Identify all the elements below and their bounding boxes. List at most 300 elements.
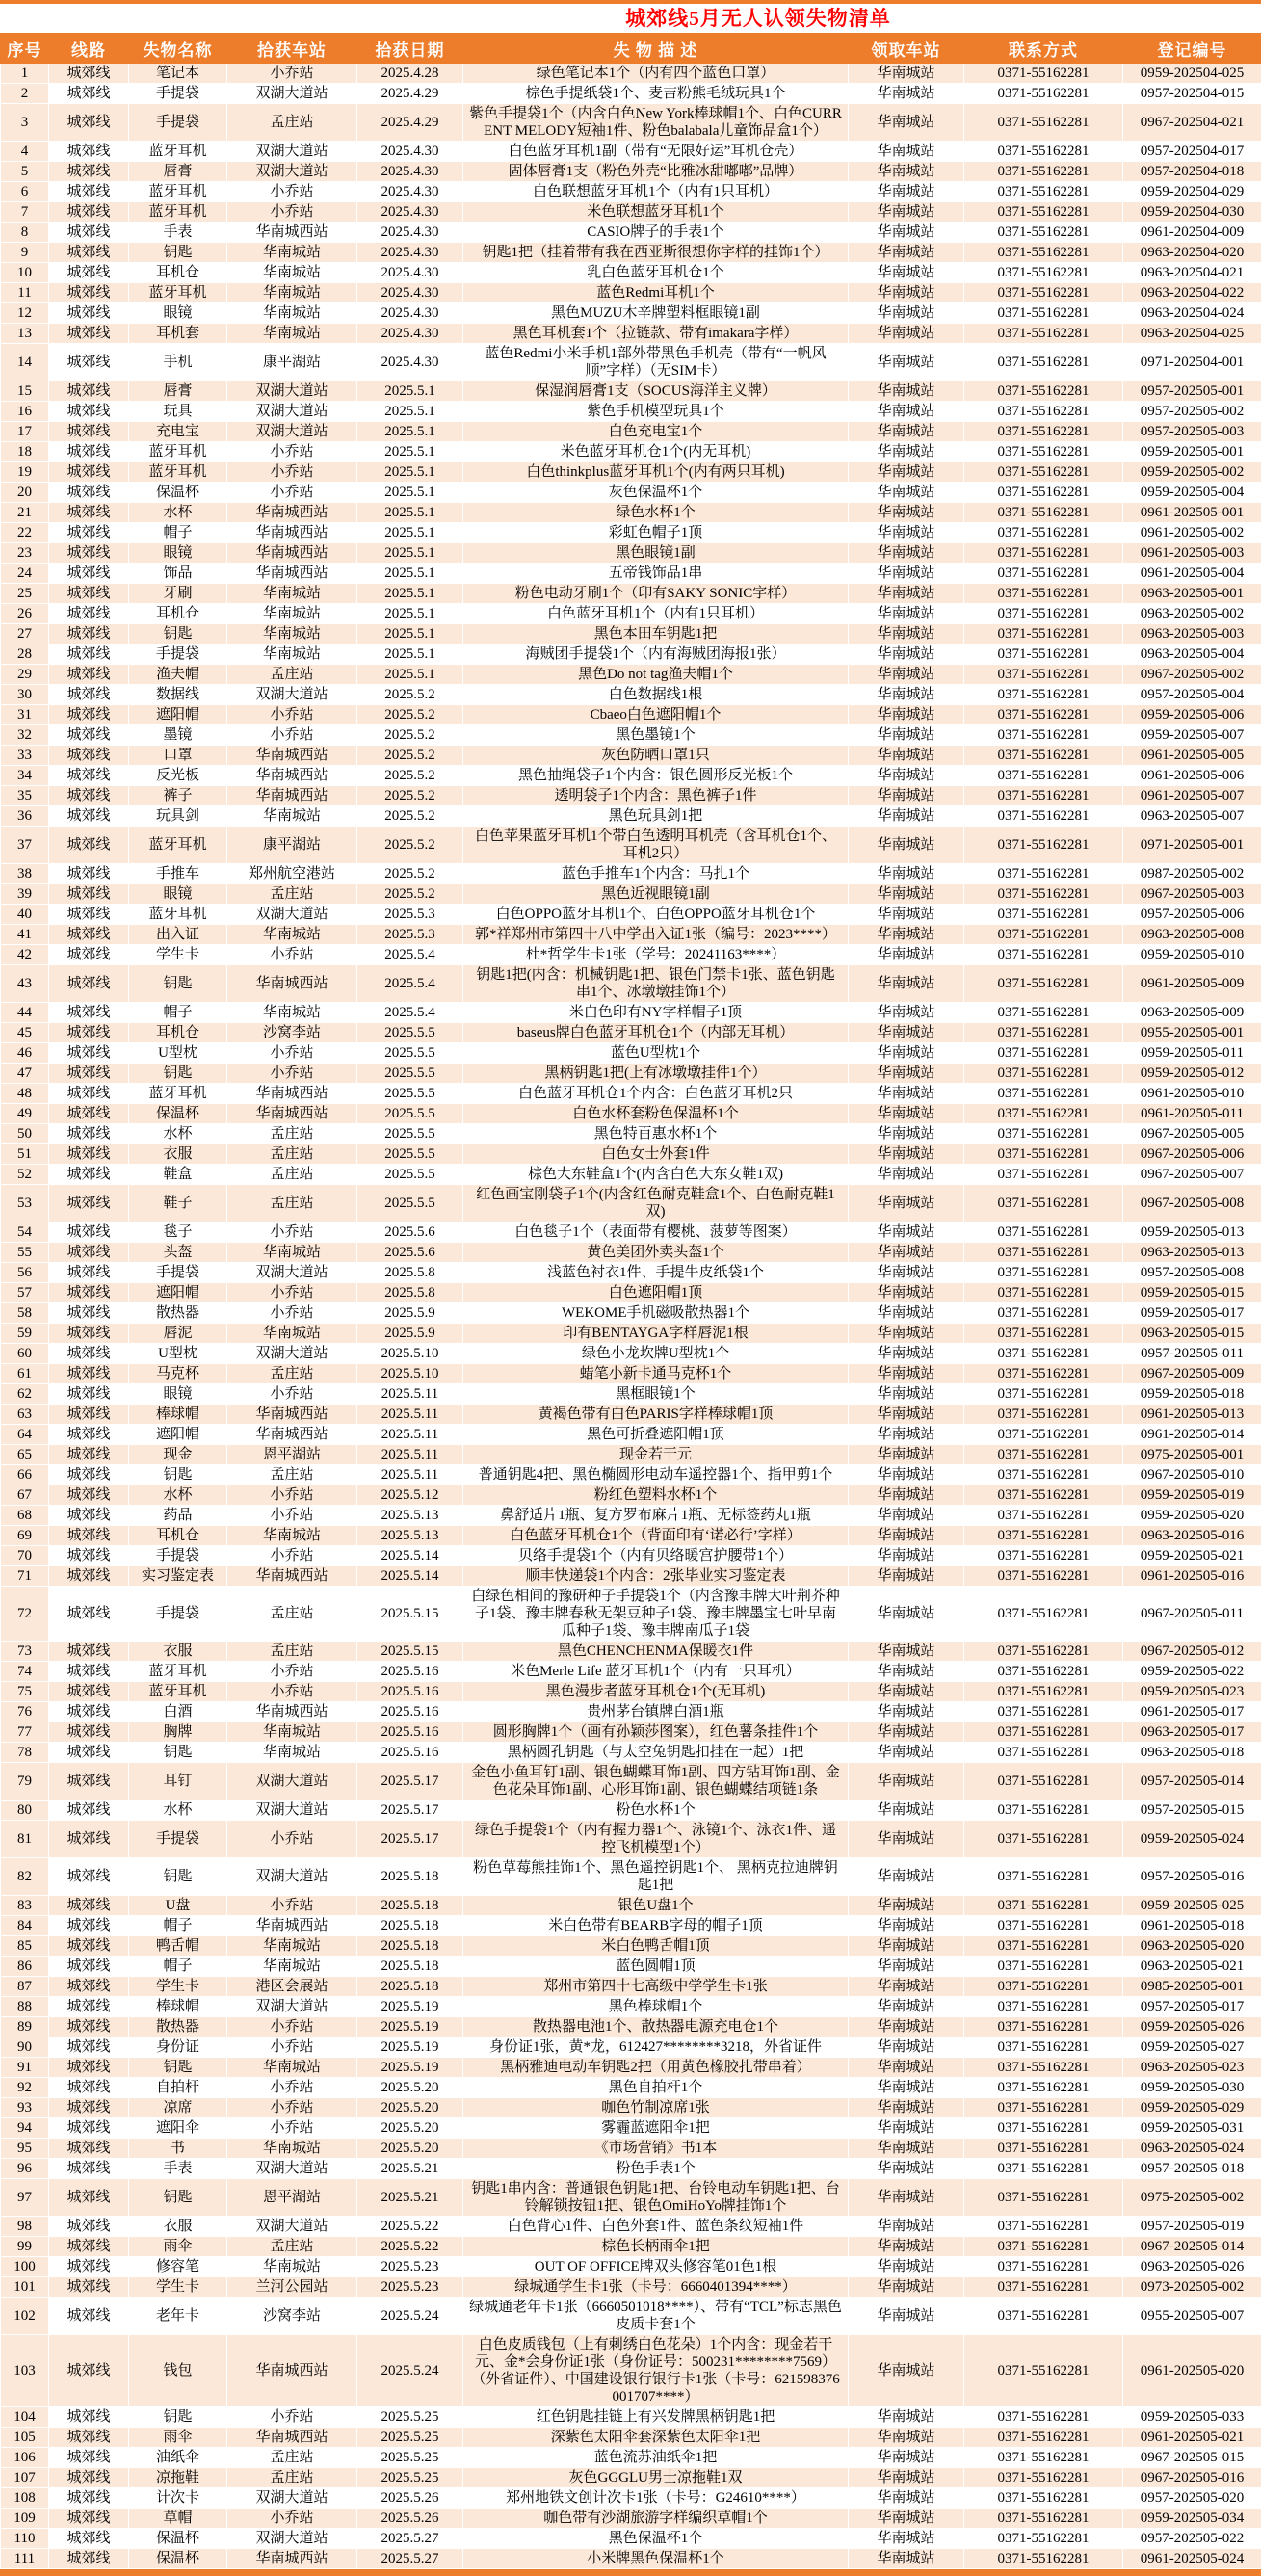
- cell-found-station: 孟庄站: [227, 2237, 357, 2257]
- cell-found-date: 2025.5.5: [357, 1104, 463, 1124]
- cell-reg-no: 0963-202505-016: [1123, 1526, 1261, 1546]
- cell-found-date: 2025.5.15: [357, 1642, 463, 1662]
- cell-item-name: 保温杯: [129, 2529, 227, 2549]
- cell-found-station: 孟庄站: [227, 1144, 357, 1165]
- cell-found-station: 双湖大道站: [227, 1263, 357, 1283]
- cell-line: 城郊线: [49, 523, 129, 543]
- table-row: [1, 1506, 1261, 1526]
- cell-found-station: 华南城站: [227, 806, 357, 827]
- table-row: [1, 1801, 1261, 1821]
- cell-found-date: 2025.5.14: [357, 1546, 463, 1566]
- cell-line: 城郊线: [49, 1526, 129, 1546]
- cell-found-station: 小乔站: [227, 1283, 357, 1303]
- table-row: [1, 402, 1261, 422]
- cell-reg-no: 0963-202504-020: [1123, 243, 1261, 263]
- cell-found-date: 2025.5.20: [357, 2098, 463, 2118]
- cell-contact: 0371-55162281: [964, 263, 1123, 283]
- cell-item-name: 蓝牙耳机: [129, 442, 227, 462]
- cell-description: baseus牌白色蓝牙耳机仓1个（内部无耳机）: [463, 1023, 849, 1043]
- cell-reg-no: 0963-202505-024: [1123, 2139, 1261, 2159]
- cell-found-date: 2025.5.5: [357, 1084, 463, 1104]
- table-row: [1, 1936, 1261, 1957]
- cell-pickup-station: 华南城站: [849, 1384, 964, 1405]
- cell-pickup-station: 华南城站: [849, 584, 964, 604]
- cell-reg-no: 0961-202505-006: [1123, 766, 1261, 786]
- cell-description: 浅蓝色衬衣1件、手提牛皮纸袋1个: [463, 1263, 849, 1283]
- cell-item-name: 蓝牙耳机: [129, 1662, 227, 1682]
- table-row: [1, 422, 1261, 442]
- cell-index: 52: [1, 1165, 49, 1185]
- cell-reg-no: 0963-202505-009: [1123, 1003, 1261, 1023]
- cell-found-station: 沙窝李站: [227, 2298, 357, 2335]
- cell-found-date: 2025.5.18: [357, 1957, 463, 1977]
- cell-found-station: 兰河公园站: [227, 2277, 357, 2298]
- cell-line: 城郊线: [49, 283, 129, 303]
- cell-found-date: 2025.5.16: [357, 1702, 463, 1722]
- cell-item-name: 手提袋: [129, 1587, 227, 1642]
- cell-line: 城郊线: [49, 2237, 129, 2257]
- cell-pickup-station: 华南城站: [849, 324, 964, 344]
- cell-line: 城郊线: [49, 442, 129, 462]
- cell-description: 白色水杯套粉色保温杯1个: [463, 1104, 849, 1124]
- cell-found-date: 2025.5.15: [357, 1587, 463, 1642]
- cell-item-name: 手提袋: [129, 1821, 227, 1858]
- cell-line: 城郊线: [49, 624, 129, 644]
- cell-contact: 0371-55162281: [964, 1023, 1123, 1043]
- table-row: [1, 283, 1261, 303]
- cell-item-name: 学生卡: [129, 1977, 227, 1997]
- cell-item-name: 头盔: [129, 1243, 227, 1263]
- cell-found-station: 双湖大道站: [227, 2217, 357, 2237]
- cell-found-date: 2025.5.19: [357, 1997, 463, 2017]
- cell-pickup-station: 华南城站: [849, 1364, 964, 1384]
- cell-contact: 0371-55162281: [964, 864, 1123, 884]
- cell-index: 21: [1, 503, 49, 523]
- cell-contact: 0371-55162281: [964, 104, 1123, 142]
- cell-pickup-station: 华南城站: [849, 1546, 964, 1566]
- cell-found-date: 2025.5.18: [357, 1858, 463, 1896]
- cell-pickup-station: 华南城站: [849, 1506, 964, 1526]
- cell-index: 11: [1, 283, 49, 303]
- cell-index: 70: [1, 1546, 49, 1566]
- cell-pickup-station: 华南城站: [849, 644, 964, 665]
- cell-reg-no: 0963-202505-007: [1123, 806, 1261, 827]
- cell-description: 米色Merle Life 蓝牙耳机1个（内有一只耳机）: [463, 1662, 849, 1682]
- cell-item-name: 玩具剑: [129, 806, 227, 827]
- cell-item-name: 钥匙: [129, 1064, 227, 1084]
- table-row: [1, 2488, 1261, 2509]
- cell-index: 7: [1, 202, 49, 223]
- cell-description: 棕色大东鞋盒1个(内含白色大东女鞋1双): [463, 1165, 849, 1185]
- cell-index: 18: [1, 442, 49, 462]
- cell-found-date: 2025.5.1: [357, 604, 463, 624]
- cell-line: 城郊线: [49, 1023, 129, 1043]
- cell-found-date: 2025.5.26: [357, 2509, 463, 2529]
- cell-found-date: 2025.5.26: [357, 2488, 463, 2509]
- cell-contact: 0371-55162281: [964, 2529, 1123, 2549]
- cell-line: 城郊线: [49, 2078, 129, 2098]
- cell-contact: 0371-55162281: [964, 827, 1123, 864]
- cell-item-name: 钥匙: [129, 965, 227, 1003]
- cell-item-name: 老年卡: [129, 2298, 227, 2335]
- table-row: [1, 182, 1261, 202]
- cell-index: 90: [1, 2037, 49, 2058]
- cell-reg-no: 0987-202505-002: [1123, 864, 1261, 884]
- cell-line: 城郊线: [49, 1104, 129, 1124]
- cell-line: 城郊线: [49, 202, 129, 223]
- cell-description: 黑色特百惠水杯1个: [463, 1124, 849, 1144]
- cell-found-station: 小乔站: [227, 462, 357, 483]
- table-row: [1, 2118, 1261, 2139]
- cell-reg-no: 0961-202505-010: [1123, 1084, 1261, 1104]
- cell-pickup-station: 华南城站: [849, 283, 964, 303]
- table-row: [1, 1485, 1261, 1506]
- cell-item-name: 玩具: [129, 402, 227, 422]
- cell-index: 87: [1, 1977, 49, 1997]
- cell-index: 63: [1, 1405, 49, 1425]
- cell-contact: 0371-55162281: [964, 1445, 1123, 1465]
- cell-description: 钥匙1把（挂着带有我在西亚斯很想你字样的挂饰1个）: [463, 243, 849, 263]
- cell-index: 15: [1, 381, 49, 402]
- cell-pickup-station: 华南城站: [849, 1222, 964, 1243]
- cell-description: 银色U盘1个: [463, 1896, 849, 1916]
- cell-description: 粉色水杯1个: [463, 1801, 849, 1821]
- cell-description: 钥匙1串内含：普通银色钥匙1把、台铃电动车钥匙1把、台铃解锁按钮1把、银色OmiHoYo牌挂饰1个: [463, 2179, 849, 2217]
- cell-pickup-station: 华南城站: [849, 462, 964, 483]
- cell-contact: 0371-55162281: [964, 1722, 1123, 1743]
- cell-description: 棕色手提纸袋1个、麦吉粉熊毛绒玩具1个: [463, 84, 849, 104]
- cell-index: 46: [1, 1043, 49, 1064]
- cell-item-name: 眼镜: [129, 543, 227, 564]
- cell-found-station: 小乔站: [227, 705, 357, 725]
- cell-found-station: 华南城西站: [227, 1405, 357, 1425]
- cell-line: 城郊线: [49, 324, 129, 344]
- table-row: [1, 1222, 1261, 1243]
- cell-reg-no: 0967-202505-010: [1123, 1465, 1261, 1485]
- cell-found-station: 双湖大道站: [227, 142, 357, 162]
- cell-description: 散热器电池1个、散热器电源充电仓1个: [463, 2017, 849, 2037]
- cell-reg-no: 0959-202505-012: [1123, 1064, 1261, 1084]
- cell-found-station: 华南城西站: [227, 2549, 357, 2569]
- cell-reg-no: 0957-202505-001: [1123, 381, 1261, 402]
- cell-contact: 0371-55162281: [964, 84, 1123, 104]
- cell-pickup-station: 华南城站: [849, 2468, 964, 2488]
- cell-reg-no: 0961-202505-009: [1123, 965, 1261, 1003]
- table-row: [1, 503, 1261, 523]
- cell-contact: 0371-55162281: [964, 665, 1123, 685]
- cell-item-name: 修容笔: [129, 2257, 227, 2277]
- cell-found-date: 2025.5.19: [357, 2058, 463, 2078]
- cell-found-station: 华南城西站: [227, 1566, 357, 1587]
- cell-item-name: 凉拖鞋: [129, 2468, 227, 2488]
- cell-found-station: 华南城西站: [227, 223, 357, 243]
- cell-index: 16: [1, 402, 49, 422]
- cell-item-name: 手表: [129, 223, 227, 243]
- cell-found-station: 华南城西站: [227, 786, 357, 806]
- cell-contact: 0371-55162281: [964, 965, 1123, 1003]
- cell-reg-no: 0963-202504-024: [1123, 303, 1261, 324]
- cell-line: 城郊线: [49, 543, 129, 564]
- cell-contact: 0371-55162281: [964, 564, 1123, 584]
- cell-description: 蜡笔小新卡通马克杯1个: [463, 1364, 849, 1384]
- cell-contact: 0371-55162281: [964, 1263, 1123, 1283]
- table-row: [1, 2428, 1261, 2448]
- cell-found-date: 2025.4.30: [357, 263, 463, 283]
- cell-found-station: 华南城西站: [227, 1084, 357, 1104]
- table-row: [1, 746, 1261, 766]
- cell-contact: 0371-55162281: [964, 1003, 1123, 1023]
- cell-found-date: 2025.4.30: [357, 162, 463, 182]
- cell-description: 雾霾蓝遮阳伞1把: [463, 2118, 849, 2139]
- cell-description: 蓝色U型枕1个: [463, 1043, 849, 1064]
- cell-found-date: 2025.5.2: [357, 884, 463, 905]
- table-row: [1, 1702, 1261, 1722]
- cell-contact: 0371-55162281: [964, 1185, 1123, 1222]
- cell-found-station: 双湖大道站: [227, 162, 357, 182]
- cell-index: 80: [1, 1801, 49, 1821]
- cell-found-date: 2025.5.20: [357, 2118, 463, 2139]
- cell-found-date: 2025.4.30: [357, 283, 463, 303]
- cell-reg-no: 0963-202504-025: [1123, 324, 1261, 344]
- cell-index: 41: [1, 925, 49, 945]
- cell-description: 粉红色塑料水杯1个: [463, 1485, 849, 1506]
- cell-contact: 0371-55162281: [964, 766, 1123, 786]
- cell-description: 黑色CHENCHENMA保暖衣1件: [463, 1642, 849, 1662]
- table-row: [1, 685, 1261, 705]
- cell-found-date: 2025.5.13: [357, 1506, 463, 1526]
- cell-reg-no: 0959-202505-025: [1123, 1896, 1261, 1916]
- cell-found-station: 小乔站: [227, 182, 357, 202]
- cell-contact: 0371-55162281: [964, 2407, 1123, 2428]
- table-row: [1, 905, 1261, 925]
- cell-index: 12: [1, 303, 49, 324]
- cell-item-name: 钥匙: [129, 1743, 227, 1763]
- cell-item-name: 保温杯: [129, 483, 227, 503]
- cell-description: 普通钥匙4把、黑色椭圆形电动车遥控器1个、指甲剪1个: [463, 1465, 849, 1485]
- cell-found-station: 小乔站: [227, 1064, 357, 1084]
- cell-pickup-station: 华南城站: [849, 2037, 964, 2058]
- cell-found-station: 小乔站: [227, 1662, 357, 1682]
- cell-pickup-station: 华南城站: [849, 1763, 964, 1801]
- cell-found-date: 2025.5.17: [357, 1801, 463, 1821]
- cell-contact: 0371-55162281: [964, 2428, 1123, 2448]
- cell-reg-no: 0967-202505-006: [1123, 1144, 1261, 1165]
- cell-reg-no: 0963-202505-026: [1123, 2257, 1261, 2277]
- cell-index: 88: [1, 1997, 49, 2017]
- cell-description: 棕色长柄雨伞1把: [463, 2237, 849, 2257]
- cell-found-station: 华南城西站: [227, 543, 357, 564]
- table-row: [1, 2549, 1261, 2569]
- cell-item-name: 笔记本: [129, 64, 227, 84]
- cell-contact: 0371-55162281: [964, 2078, 1123, 2098]
- cell-contact: 0371-55162281: [964, 503, 1123, 523]
- table-row: [1, 303, 1261, 324]
- cell-item-name: 鞋盒: [129, 1165, 227, 1185]
- cell-contact: 0371-55162281: [964, 402, 1123, 422]
- cell-index: 95: [1, 2139, 49, 2159]
- table-row: [1, 705, 1261, 725]
- cell-pickup-station: 华南城站: [849, 442, 964, 462]
- cell-index: 71: [1, 1566, 49, 1587]
- header-found-station: 拾获车站: [227, 34, 357, 64]
- cell-contact: 0371-55162281: [964, 1243, 1123, 1263]
- cell-line: 城郊线: [49, 1896, 129, 1916]
- table-row: [1, 725, 1261, 746]
- cell-line: 城郊线: [49, 2017, 129, 2037]
- cell-pickup-station: 华南城站: [849, 243, 964, 263]
- cell-item-name: 凉席: [129, 2098, 227, 2118]
- cell-item-name: 帽子: [129, 1957, 227, 1977]
- cell-reg-no: 0963-202505-003: [1123, 624, 1261, 644]
- cell-description: 鼻舒适片1瓶、复方罗布麻片1瓶、无标签药丸1瓶: [463, 1506, 849, 1526]
- cell-reg-no: 0957-202505-014: [1123, 1763, 1261, 1801]
- cell-pickup-station: 华南城站: [849, 1144, 964, 1165]
- cell-item-name: 药品: [129, 1506, 227, 1526]
- cell-line: 城郊线: [49, 1445, 129, 1465]
- cell-contact: 0371-55162281: [964, 624, 1123, 644]
- cell-contact: 0371-55162281: [964, 483, 1123, 503]
- cell-found-station: 华南城站: [227, 303, 357, 324]
- cell-contact: 0371-55162281: [964, 1485, 1123, 1506]
- cell-index: 13: [1, 324, 49, 344]
- cell-contact: 0371-55162281: [964, 806, 1123, 827]
- cell-pickup-station: 华南城站: [849, 1916, 964, 1936]
- cell-description: 郑州地铁文创计次卡1张（卡号：G24610****）: [463, 2488, 849, 2509]
- cell-contact: 0371-55162281: [964, 925, 1123, 945]
- cell-item-name: 雨伞: [129, 2237, 227, 2257]
- cell-found-date: 2025.5.2: [357, 827, 463, 864]
- cell-reg-no: 0963-202504-021: [1123, 263, 1261, 283]
- cell-contact: 0371-55162281: [964, 1916, 1123, 1936]
- cell-description: 贝络手提袋1个（内有贝络暖宫护腰带1个）: [463, 1546, 849, 1566]
- cell-pickup-station: 华南城站: [849, 2217, 964, 2237]
- cell-description: 白绿色相间的豫研种子手提袋1个（内含豫丰牌大叶荆芥种子1袋、豫丰牌春秋无架豆种子1袋、豫丰牌墨宝七叶早南瓜种子1袋、豫丰牌南瓜子1袋: [463, 1587, 849, 1642]
- cell-reg-no: 0967-202505-014: [1123, 2237, 1261, 2257]
- cell-reg-no: 0967-202505-008: [1123, 1185, 1261, 1222]
- cell-found-date: 2025.5.16: [357, 1682, 463, 1702]
- cell-found-station: 双湖大道站: [227, 685, 357, 705]
- cell-index: 103: [1, 2335, 49, 2407]
- table-row: [1, 523, 1261, 543]
- table-row: [1, 1043, 1261, 1064]
- cell-found-date: 2025.5.10: [357, 1344, 463, 1364]
- cell-index: 31: [1, 705, 49, 725]
- cell-description: 粉色手表1个: [463, 2159, 849, 2179]
- table-row: [1, 665, 1261, 685]
- cell-item-name: 耳钉: [129, 1763, 227, 1801]
- lost-items-table: [0, 33, 1261, 2569]
- cell-found-date: 2025.5.9: [357, 1324, 463, 1344]
- cell-item-name: 手推车: [129, 864, 227, 884]
- cell-found-date: 2025.4.30: [357, 182, 463, 202]
- cell-found-station: 双湖大道站: [227, 1763, 357, 1801]
- cell-line: 城郊线: [49, 84, 129, 104]
- cell-reg-no: 0959-202505-006: [1123, 705, 1261, 725]
- cell-pickup-station: 华南城站: [849, 1977, 964, 1997]
- cell-line: 城郊线: [49, 564, 129, 584]
- cell-reg-no: 0961-202505-024: [1123, 2549, 1261, 2569]
- cell-found-station: 小乔站: [227, 1303, 357, 1324]
- table-row: [1, 1084, 1261, 1104]
- cell-index: 10: [1, 263, 49, 283]
- cell-index: 65: [1, 1445, 49, 1465]
- cell-contact: 0371-55162281: [964, 1043, 1123, 1064]
- cell-pickup-station: 华南城站: [849, 402, 964, 422]
- cell-description: 红色画宝刚袋子1个(内含红色耐克鞋盒1个、白色耐克鞋1双): [463, 1185, 849, 1222]
- cell-reg-no: 0967-202504-021: [1123, 104, 1261, 142]
- table-row: [1, 1566, 1261, 1587]
- cell-pickup-station: 华南城站: [849, 624, 964, 644]
- cell-index: 50: [1, 1124, 49, 1144]
- cell-pickup-station: 华南城站: [849, 1104, 964, 1124]
- cell-found-station: 华南城站: [227, 1722, 357, 1743]
- cell-line: 城郊线: [49, 1003, 129, 1023]
- cell-found-date: 2025.5.2: [357, 685, 463, 705]
- cell-pickup-station: 华南城站: [849, 2277, 964, 2298]
- cell-found-station: 小乔站: [227, 2017, 357, 2037]
- cell-reg-no: 0957-202505-003: [1123, 422, 1261, 442]
- table-row: [1, 1384, 1261, 1405]
- cell-found-station: 小乔站: [227, 2078, 357, 2098]
- cell-contact: 0371-55162281: [964, 2179, 1123, 2217]
- cell-item-name: 耳机仓: [129, 263, 227, 283]
- cell-found-date: 2025.4.30: [357, 243, 463, 263]
- cell-line: 城郊线: [49, 1124, 129, 1144]
- cell-index: 106: [1, 2448, 49, 2468]
- cell-item-name: 棒球帽: [129, 1997, 227, 2017]
- cell-pickup-station: 华南城站: [849, 827, 964, 864]
- cell-found-date: 2025.5.1: [357, 503, 463, 523]
- cell-pickup-station: 华南城站: [849, 1263, 964, 1283]
- cell-description: 紫色手机模型玩具1个: [463, 402, 849, 422]
- cell-line: 城郊线: [49, 2407, 129, 2428]
- cell-reg-no: 0957-202505-002: [1123, 402, 1261, 422]
- cell-found-station: 孟庄站: [227, 1124, 357, 1144]
- cell-found-date: 2025.5.17: [357, 1821, 463, 1858]
- cell-description: 灰色保温杯1个: [463, 483, 849, 503]
- table-row: [1, 827, 1261, 864]
- table-row: [1, 1124, 1261, 1144]
- cell-index: 68: [1, 1506, 49, 1526]
- cell-description: 黑色耳机套1个（拉链款、带有imakara字样）: [463, 324, 849, 344]
- cell-description: 乳白色蓝牙耳机仓1个: [463, 263, 849, 283]
- cell-contact: 0371-55162281: [964, 543, 1123, 564]
- cell-reg-no: 0959-202505-002: [1123, 462, 1261, 483]
- cell-item-name: 胸牌: [129, 1722, 227, 1743]
- cell-found-station: 郑州航空港站: [227, 864, 357, 884]
- table-row: [1, 142, 1261, 162]
- cell-item-name: 手机: [129, 344, 227, 381]
- cell-found-date: 2025.5.9: [357, 1303, 463, 1324]
- cell-pickup-station: 华南城站: [849, 2078, 964, 2098]
- cell-index: 53: [1, 1185, 49, 1222]
- cell-contact: 0371-55162281: [964, 2237, 1123, 2257]
- cell-description: 白色充电宝1个: [463, 422, 849, 442]
- table-row: [1, 1858, 1261, 1896]
- cell-reg-no: 0959-202505-011: [1123, 1043, 1261, 1064]
- table-row: [1, 1587, 1261, 1642]
- cell-index: 96: [1, 2159, 49, 2179]
- cell-item-name: 手提袋: [129, 1263, 227, 1283]
- cell-contact: 0371-55162281: [964, 202, 1123, 223]
- cell-reg-no: 0957-202505-004: [1123, 685, 1261, 705]
- cell-item-name: 手表: [129, 2159, 227, 2179]
- cell-item-name: 自拍杆: [129, 2078, 227, 2098]
- cell-contact: 0371-55162281: [964, 462, 1123, 483]
- cell-found-station: 华南城站: [227, 2139, 357, 2159]
- cell-line: 城郊线: [49, 905, 129, 925]
- cell-index: 44: [1, 1003, 49, 1023]
